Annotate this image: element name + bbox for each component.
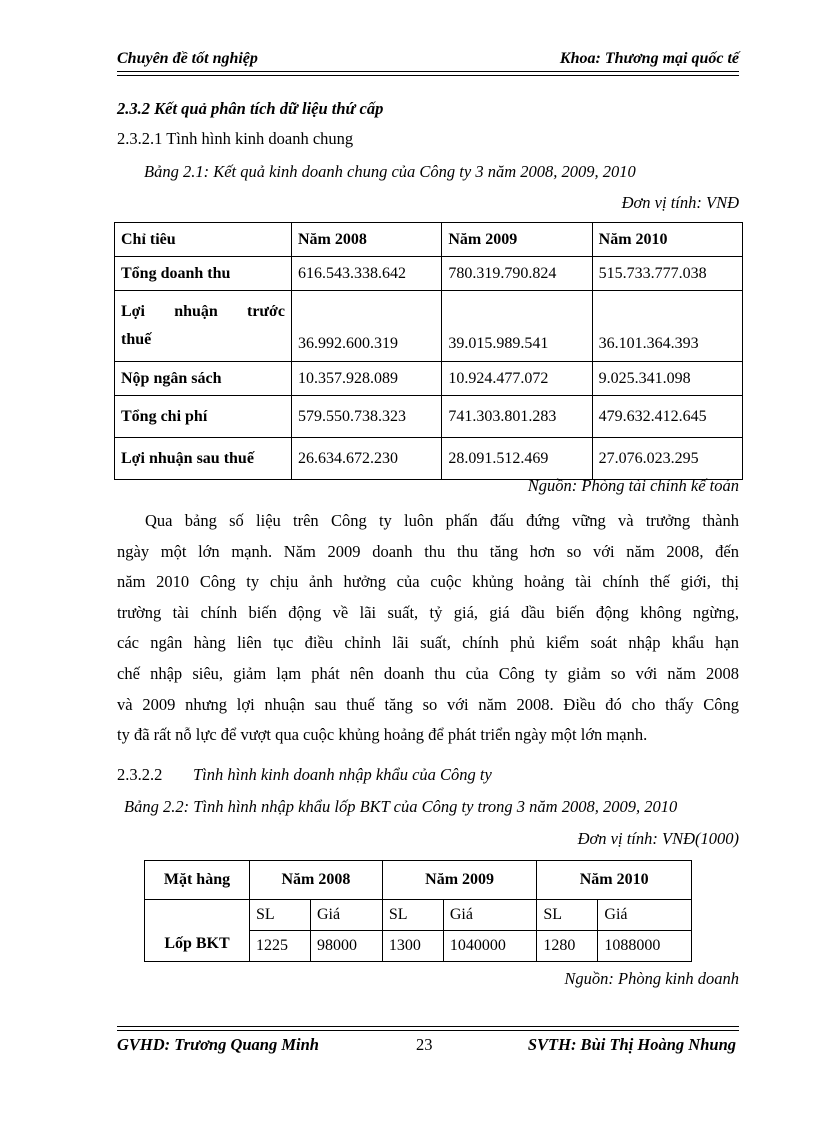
- table-row: [115, 438, 743, 480]
- table-subheader-row: [145, 900, 692, 931]
- table-row: [115, 396, 743, 438]
- table-cell: 26.634.672.230: [292, 438, 442, 480]
- business-results-table: [114, 222, 743, 480]
- table-cell: 98000: [311, 931, 383, 962]
- table-cell: 479.632.412.645: [592, 396, 742, 438]
- table-cell: 1225: [250, 931, 311, 962]
- table-cell: 10.357.928.089: [292, 362, 442, 396]
- header-left: Chuyên đề tốt nghiệp: [117, 50, 258, 67]
- paragraph-line: ngày một lớn mạnh. Năm 2009 doanh thu thu tăng hơn so với năm 2008, đến: [117, 541, 739, 561]
- table-row: [115, 257, 743, 291]
- header-rule-bottom: [117, 75, 739, 76]
- header-right: Khoa: Thương mại quốc tế: [559, 50, 739, 67]
- table-cell: 1088000: [598, 931, 692, 962]
- row-label: Nộp ngân sách: [115, 362, 292, 396]
- paragraph-line: ty đã rất nỗ lực để vượt qua cuộc khủng hoảng để phát triển ngày một lớn mạnh.: [117, 725, 648, 745]
- table-cell: 616.543.338.642: [292, 257, 442, 291]
- table-cell: 10.924.477.072: [442, 362, 592, 396]
- table-cell: 36.101.364.393: [592, 291, 742, 362]
- row-label: Lợi nhuận sau thuế: [115, 438, 292, 480]
- subheader-cell: Giá: [598, 900, 692, 931]
- table2-source: Nguồn: Phòng kinh doanh: [564, 969, 739, 988]
- subheader-cell: SL: [537, 900, 598, 931]
- subheader-cell: SL: [250, 900, 311, 931]
- product-cell: Lốp BKT: [145, 900, 250, 962]
- header-cell: Mặt hàng: [145, 861, 250, 900]
- table-cell: 1040000: [443, 931, 537, 962]
- header-cell: Năm 2009: [382, 861, 537, 900]
- section-number-2-3-2-2: 2.3.2.2: [117, 765, 163, 784]
- section-title-2-3-2-2: Tình hình kinh doanh nhập khẩu của Công ty: [193, 765, 492, 784]
- table-cell: 39.015.989.541: [442, 291, 592, 362]
- footer-right: SVTH: Bùi Thị Hoàng Nhung: [527, 1035, 736, 1054]
- header-cell: Năm 2010: [537, 861, 692, 900]
- subheader-cell: SL: [382, 900, 443, 931]
- footer-left: GVHD: Trương Quang Minh: [117, 1035, 319, 1054]
- paragraph-line: các ngân hàng liên tục điều chỉnh lãi suất, chính phủ kiểm soát nhập khẩu hạn: [117, 633, 739, 653]
- table-cell: 780.319.790.824: [442, 257, 592, 291]
- table-header-row: [115, 223, 743, 257]
- row-label: [115, 291, 292, 362]
- paragraph-line: Qua bảng số liệu trên Công ty luôn phấn đấu đứng vững và trưởng thành: [145, 511, 739, 530]
- table-cell: 36.992.600.319: [292, 291, 442, 362]
- table-row: [115, 291, 743, 362]
- analysis-paragraph: [117, 506, 739, 751]
- table2-unit: Đơn vị tính: VNĐ(1000): [577, 829, 739, 848]
- paragraph-line: trường tài chính biến động về lãi suất, tỷ giá, giá dầu biến động không ngừng,: [117, 602, 739, 622]
- subheader-cell: Giá: [443, 900, 537, 931]
- table-cell: 1300: [382, 931, 443, 962]
- section-heading-2-3-2: 2.3.2 Kết quả phân tích dữ liệu thứ cấp: [117, 99, 384, 118]
- table-cell: 9.025.341.098: [592, 362, 742, 396]
- paragraph-line: và 2009 nhưng lợi nhuận sau thuế tăng so với năm 2008. Điều đó cho thấy Công: [117, 694, 739, 714]
- header-rule-top: [117, 71, 739, 72]
- row-label: Tổng chi phí: [115, 396, 292, 438]
- table2-caption: Bảng 2.2: Tình hình nhập khẩu lốp BKT của Công ty trong 3 năm 2008, 2009, 2010: [124, 797, 678, 816]
- header-cell: Chỉ tiêu: [115, 223, 292, 257]
- row-label: Tổng doanh thu: [115, 257, 292, 291]
- paragraph-line: năm 2010 Công ty chịu ảnh hưởng của cuộc khủng hoảng tài chính thế giới, thị: [117, 572, 739, 592]
- label-word: trước: [246, 303, 285, 320]
- row-label-line1: [121, 303, 285, 321]
- section-heading-2-3-2-1: 2.3.2.1 Tình hình kinh doanh chung: [117, 129, 354, 148]
- table1-source: Nguồn: Phòng tài chính kế toán: [527, 476, 739, 495]
- page-number: 23: [416, 1035, 433, 1054]
- table1-caption: Bảng 2.1: Kết quả kinh doanh chung của Công ty 3 năm 2008, 2009, 2010: [144, 162, 636, 181]
- label-word: Lợi: [121, 303, 145, 320]
- footer-rule-bottom: [117, 1030, 739, 1031]
- table-cell: 515.733.777.038: [592, 257, 742, 291]
- header-cell: Năm 2008: [292, 223, 442, 257]
- table-cell: 1280: [537, 931, 598, 962]
- table-cell: 28.091.512.469: [442, 438, 592, 480]
- table-cell: 579.550.738.323: [292, 396, 442, 438]
- label-word: nhuận: [174, 303, 218, 320]
- bkt-import-table: [144, 860, 692, 962]
- header-cell: Năm 2010: [592, 223, 742, 257]
- header-cell: Năm 2008: [250, 861, 383, 900]
- table-row: [115, 362, 743, 396]
- header-cell: Năm 2009: [442, 223, 592, 257]
- subheader-cell: Giá: [311, 900, 383, 931]
- footer-rule-top: [117, 1026, 739, 1027]
- table-cell: 741.303.801.283: [442, 396, 592, 438]
- paragraph-line: chế nhập siêu, giảm lạm phát nên doanh thu của Công ty giảm so với năm 2008: [117, 663, 739, 683]
- table-header-row: [145, 861, 692, 900]
- table-cell: 27.076.023.295: [592, 438, 742, 480]
- row-label-line2: thuế: [121, 331, 152, 348]
- table1-unit: Đơn vị tính: VNĐ: [621, 193, 739, 212]
- page-header: [117, 48, 739, 72]
